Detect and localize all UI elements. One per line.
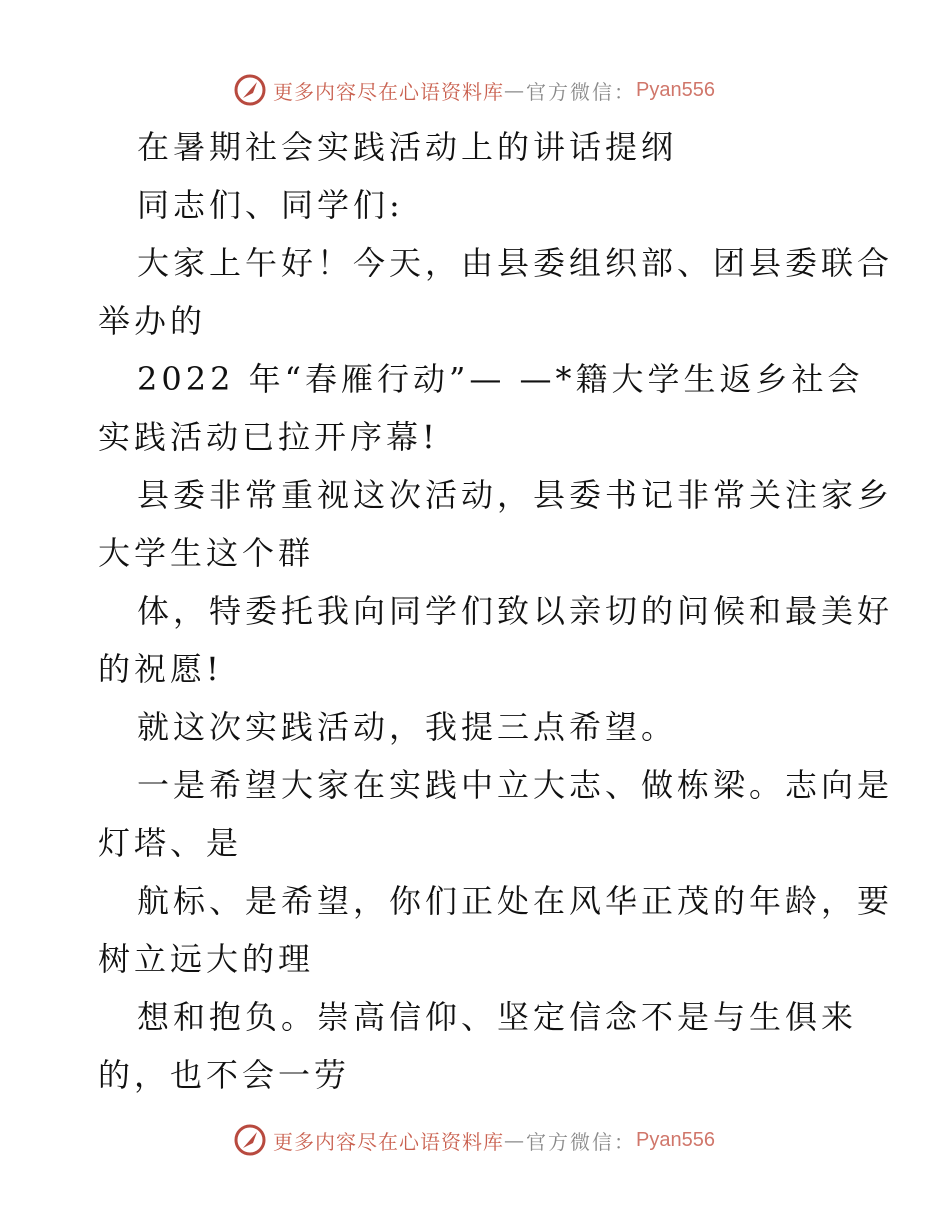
text-line: 灯塔、是 xyxy=(98,824,243,862)
text-line: 大学生这个群 xyxy=(98,534,315,572)
text-line: 大家上午好！今天，由县委组织部、团县委联合 xyxy=(137,244,894,282)
text-line: 2022 年“春雁行动”— —*籍大学生返乡社会 xyxy=(137,360,864,398)
banner-dash: — xyxy=(504,78,526,102)
text-line: 树立远大的理 xyxy=(98,940,315,978)
text-line: 体，特委托我向同学们致以亲切的问候和最美好 xyxy=(137,592,894,630)
text-line: 想和抱负。崇高信仰、坚定信念不是与生俱来 xyxy=(137,998,858,1036)
text-line: 航标、是希望，你们正处在风华正茂的年龄，要 xyxy=(137,882,894,920)
header-watermark-banner xyxy=(233,70,715,110)
footer-watermark-banner xyxy=(233,1120,715,1160)
banner-wechat-label: 官方微信： xyxy=(526,1129,636,1154)
banner-site-text: 更多内容尽在心语资料库 xyxy=(273,79,504,104)
banner-wechat-id: Pyan556 xyxy=(636,1128,715,1151)
text-line: 的祝愿! xyxy=(98,650,223,688)
banner-dash: — xyxy=(504,1128,526,1152)
banner-wechat-id: Pyan556 xyxy=(636,78,715,101)
banner-wechat-label: 官方微信： xyxy=(526,79,636,104)
text-line: 的，也不会一劳 xyxy=(98,1056,351,1094)
text-line: 县委非常重视这次活动，县委书记非常关注家乡 xyxy=(137,476,894,514)
text-line: 举办的 xyxy=(98,302,207,340)
quill-logo-icon xyxy=(233,1123,267,1157)
quill-logo-icon xyxy=(233,73,267,107)
text-line: 实践活动已拉开序幕! xyxy=(98,418,439,456)
banner-site-text: 更多内容尽在心语资料库 xyxy=(273,1129,504,1154)
document-title: 在暑期社会实践活动上的讲话提纲 xyxy=(137,128,678,166)
text-line: 一是希望大家在实践中立大志、做栋梁。志向是 xyxy=(137,766,894,804)
document-body xyxy=(98,124,894,1110)
text-line: 同志们、同学们: xyxy=(137,186,404,224)
text-line: 就这次实践活动，我提三点希望。 xyxy=(137,708,678,746)
